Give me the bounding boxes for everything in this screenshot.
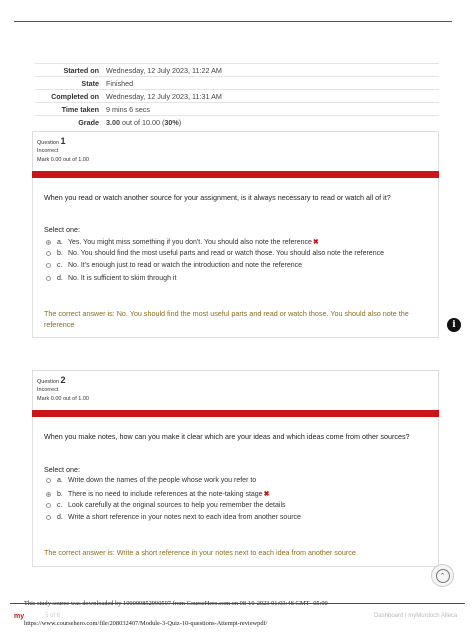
summary-label: Time taken: [61, 104, 99, 114]
summary-row-started: [35, 63, 439, 76]
option-text: There is no need to include references at the note-taking stage: [68, 490, 263, 498]
question-body-1: [32, 178, 439, 338]
incorrect-cross-icon: ✖: [263, 491, 270, 498]
grade-close: ): [178, 117, 182, 127]
question-prefix: Question: [37, 140, 61, 146]
source-url: https://www.coursehero.com/file/208032407/Module-3-Quiz-10-questions-Attempt-reviewpdf/: [24, 620, 268, 627]
option-text: Write a short reference in your notes next to each idea from another source: [68, 514, 301, 521]
summary-row-grade: [35, 115, 439, 128]
page-indicator: 5 of 6: [45, 613, 61, 619]
summary-row-completed: [35, 89, 439, 102]
question-prefix: Question: [37, 379, 61, 385]
question-status-bar: [32, 410, 439, 417]
select-one-label: Select one:: [44, 465, 80, 474]
option-text: Look carefully at the original sources to help you remember the details: [68, 502, 286, 509]
option-letter: b.: [57, 250, 63, 257]
radio-button[interactable]: [46, 263, 51, 268]
summary-value: 9 mins 6 secs: [106, 104, 150, 114]
radio-button[interactable]: [46, 276, 51, 281]
summary-value: [106, 118, 181, 127]
feedback-line: The correct answer is: No. You should find the most useful parts and read or watch those. You should also note the: [44, 309, 409, 318]
summary-row-state: [35, 76, 439, 89]
feedback-line: The correct answer is: Write a short reference in your notes next to each idea from another source: [44, 548, 356, 557]
answer-option-b[interactable]: [46, 250, 384, 257]
attempt-summary-table: [35, 63, 439, 128]
answer-option-a[interactable]: [46, 477, 256, 484]
answer-option-d[interactable]: [46, 514, 301, 521]
answer-option-d[interactable]: [46, 275, 176, 282]
summary-label: Grade: [78, 117, 99, 127]
summary-label: State: [81, 78, 99, 88]
answer-option-c[interactable]: [46, 262, 302, 269]
option-text: No. It's enough just to read or watch the introduction and note the reference: [68, 262, 303, 269]
strikethrough-line: [10, 603, 465, 604]
top-divider: [14, 21, 452, 22]
question-text: When you make notes, how can you make it clear which are your ideas and which ideas come from other sources?: [44, 432, 410, 441]
question-number: [37, 375, 438, 385]
summary-label: Completed on: [51, 91, 99, 101]
question-state: Incorrect: [37, 387, 59, 393]
radio-button[interactable]: [46, 515, 51, 520]
option-text: Yes. You might miss something if you don't. You should also note the reference: [68, 238, 312, 246]
question-number: [37, 136, 438, 146]
question-status-bar: [32, 171, 439, 178]
info-icon[interactable]: i: [447, 318, 461, 332]
summary-value: Wednesday, 12 July 2023, 11:31 AM: [106, 91, 222, 101]
summary-row-time-taken: [35, 102, 439, 115]
question-text: When you read or watch another source for your assignment, is it always necessary to read or watch all of it?: [44, 193, 391, 202]
option-letter: d.: [57, 275, 63, 282]
brand-logo-text: my: [14, 613, 25, 620]
feedback-line: reference: [44, 320, 75, 329]
grade-percent: 30%: [164, 117, 179, 127]
option-letter: a.: [57, 238, 63, 246]
summary-value: Finished: [106, 78, 134, 88]
incorrect-cross-icon: ✖: [312, 239, 319, 246]
summary-label: Started on: [63, 65, 99, 75]
question-state: Incorrect: [37, 148, 59, 154]
radio-button-checked[interactable]: [46, 492, 51, 497]
option-text: Write down the names of the people whose work you refer to: [68, 477, 257, 484]
answer-option-b[interactable]: [46, 490, 269, 498]
option-letter: c.: [57, 262, 63, 269]
question-info-1: [32, 131, 439, 171]
option-letter: d.: [57, 514, 63, 521]
select-one-label: Select one:: [44, 225, 80, 234]
scroll-to-top-button[interactable]: [431, 564, 454, 587]
summary-value: Wednesday, 12 July 2023, 11:22 AM: [106, 65, 222, 75]
radio-button[interactable]: [46, 503, 51, 508]
correct-answer-feedback: [44, 308, 422, 330]
option-letter: c.: [57, 502, 63, 509]
option-text: No. You should find the most useful parts and read or watch those. You should also note the reference: [68, 250, 384, 257]
radio-button[interactable]: [46, 478, 51, 483]
radio-button[interactable]: [46, 251, 51, 256]
option-text: No. It is sufficient to skim through it: [68, 275, 177, 282]
grade-out-of: out of 10.00 (: [120, 117, 165, 127]
answer-option-a[interactable]: [46, 238, 319, 246]
option-letter: b.: [57, 490, 63, 498]
grade-score: 3.00: [106, 117, 120, 127]
question-body-2: [32, 417, 439, 567]
question-number-value: 1: [60, 136, 66, 146]
question-mark: Mark 0.00 out of 1.00: [37, 396, 89, 402]
option-letter: a.: [57, 477, 63, 484]
chevron-up-icon: ⌃: [436, 569, 450, 583]
question-info-2: [32, 370, 439, 410]
correct-answer-feedback: [44, 547, 422, 558]
answer-option-c[interactable]: [46, 502, 286, 509]
radio-button-checked[interactable]: [46, 240, 51, 245]
question-mark: Mark 0.00 out of 1.00: [37, 157, 89, 163]
question-number-value: 2: [60, 375, 66, 385]
footer-nav-links[interactable]: Dashboard | myMurdoch Alleca: [374, 613, 458, 619]
